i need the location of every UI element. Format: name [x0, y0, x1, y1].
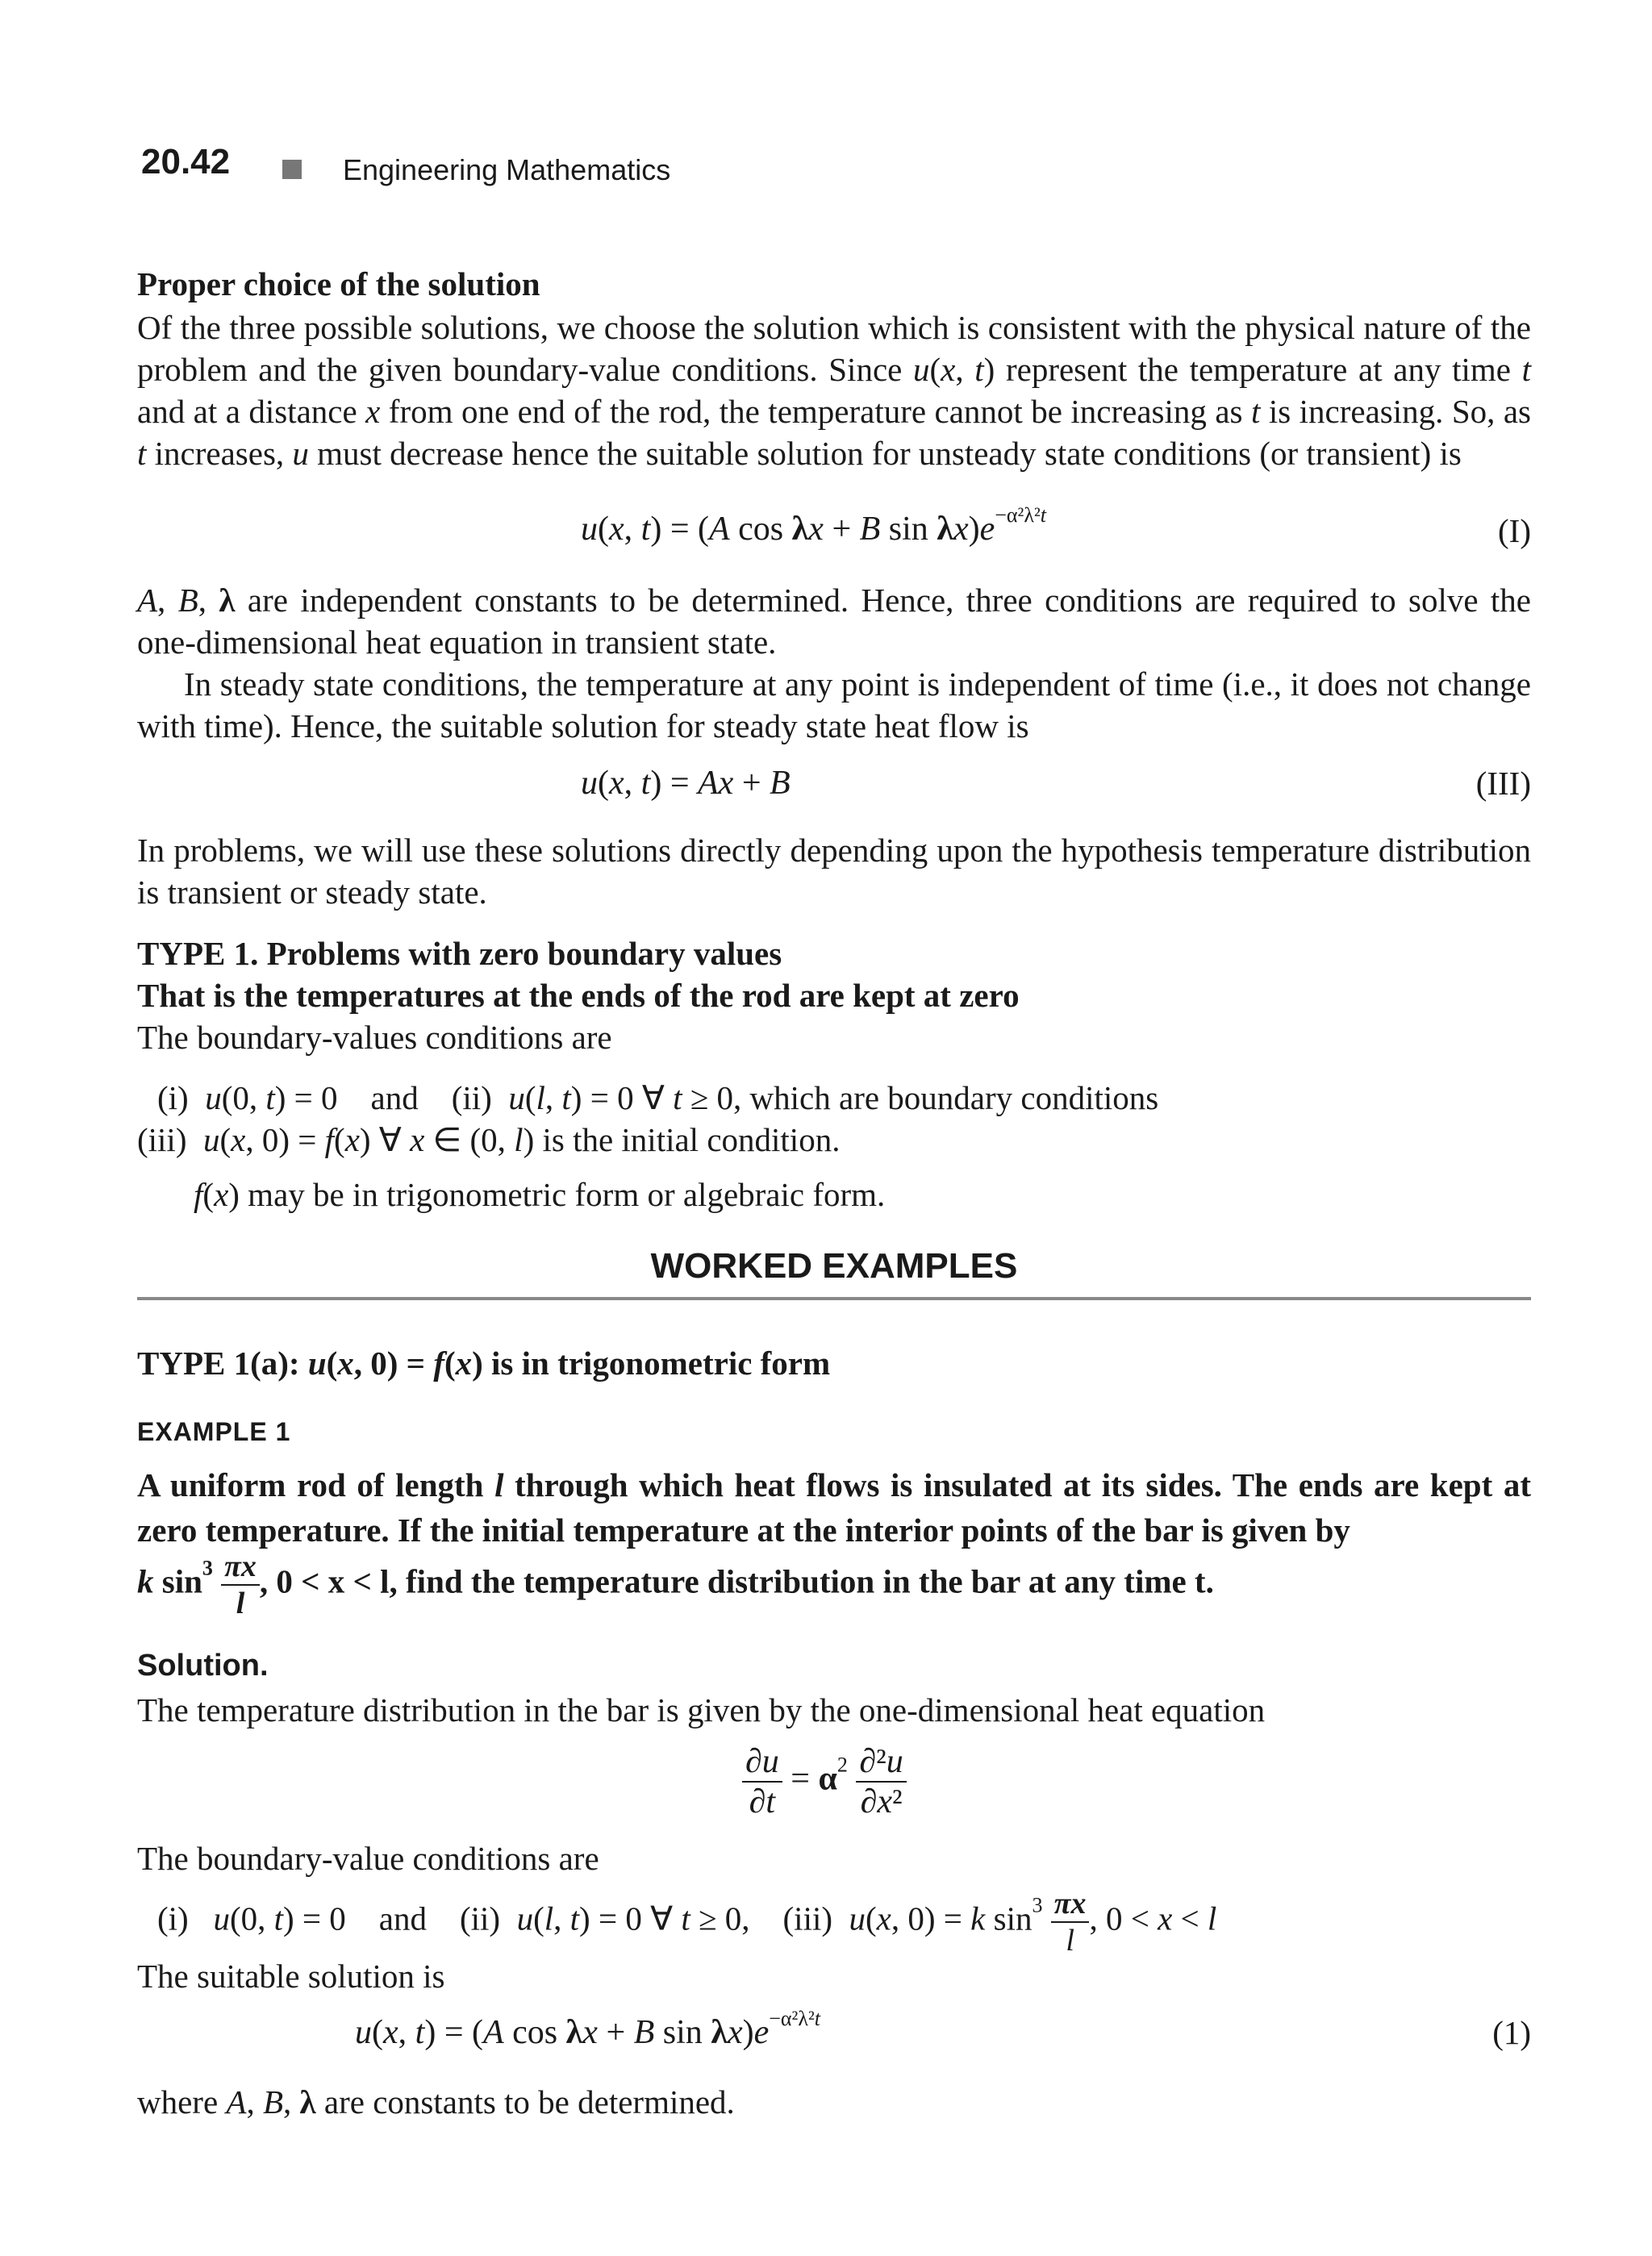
problem-statement: A uniform rod of length l through which heat flows is insulated at its sides. The ends are kept at zero temperature. If the initial temperature at the interior points of the bar is given by — [137, 1466, 1531, 1549]
form-note-tail: may be in trigonometric form or algebraic form. — [239, 1176, 886, 1213]
paragraph-3: In steady state conditions, the temperature at any point is independent of time (i.e., it does not change with time). Hence, the suitable solution for steady state heat flow is — [137, 665, 1531, 744]
book-title: Engineering Mathematics — [343, 153, 671, 186]
equation-label-1: (1) — [1492, 2014, 1531, 2051]
solution-line-4-tail: are constants to be determined. — [315, 2083, 735, 2120]
paragraph-4: In problems, we will use these solutions directly depending upon the hypothesis temperature distribution is transient or steady state. — [137, 832, 1531, 911]
worked-examples-title: WORKED EXAMPLES — [650, 1246, 1018, 1286]
solution-line-3: The suitable solution is — [137, 1958, 445, 1995]
header-square-icon — [282, 160, 302, 179]
solution-conditions: (i) u(0, t) = 0 and (ii) u(l, t) = 0 ∀ t ≥ 0, (iii) u(x, 0) = k $\sin^3$ $\frac{\pi x}{l}$ , 0 < x < l — [157, 1887, 1217, 1958]
heat-equation: $\frac{\partial u}{\partial t}$ = $\alpha^2$ $\frac{\text{∂²u}}{\text{∂x²}}$ — [742, 1742, 907, 1821]
initial-condition-line: (iii) u(x, 0) = f(x) ∀ x ∈ (0, l) is the initial condition. — [137, 1121, 841, 1158]
boundary-conditions-tail: , which are boundary conditions — [733, 1079, 1159, 1116]
equation-label-I: (I) — [1498, 512, 1531, 549]
equation-1: u(x, t) = (A cos λx + B $\sin \lambda x)e^{-\alpha^2\lambda^2t}$ — [355, 2007, 820, 2051]
paragraph-1: Of the three possible solutions, we choose the solution which is consistent with the physical nature of the problem and the given boundary-value conditions. Since u(x, t) represent the temperature at any time t and at a distance x from one end of the rod, the temperature cannot be increasing as t is increasing. So, as t increases, u must decrease hence the suitable solution for unsteady state conditions (or transient) is — [137, 309, 1532, 472]
example-label: EXAMPLE 1 — [137, 1417, 291, 1446]
equation-transient: u(x, t) = (A cos λx + B $\sin \lambda x)e^{-\alpha^2\lambda^2t}$ — [581, 503, 1046, 548]
initial-condition-tail: is the initial condition. — [534, 1121, 841, 1158]
type1a-heading-tail: is in trigonometric form — [482, 1345, 831, 1382]
problem-tail: , 0 < x < l, find the temperature distribution in the bar at any time t. — [259, 1562, 1214, 1600]
solution-line-2: The boundary-value conditions are — [137, 1840, 599, 1877]
boundary-conditions-line: (i) u(0, t) = 0 and (ii) u(l, t) = 0 ∀ t ≥ 0, which are boundary conditions — [157, 1079, 1159, 1116]
page-number: 20.42 — [141, 142, 231, 181]
solution-label: Solution. — [137, 1649, 269, 1683]
equation-label-III: (III) — [1475, 765, 1531, 802]
solution-line-4: where A, B, λ are constants to be determined. — [137, 2083, 735, 2120]
type1-subheading: That is the temperatures at the ends of the rod are kept at zero — [137, 977, 1020, 1014]
form-note: f(x) may be in trigonometric form or algebraic form. — [194, 1176, 886, 1213]
divider — [137, 1297, 1531, 1300]
type1-heading: TYPE 1. Problems with zero boundary values — [137, 935, 782, 972]
section-heading: Proper choice of the solution — [137, 265, 540, 302]
solution-line-1: The temperature distribution in the bar is given by the one-dimensional heat equation — [137, 1691, 1266, 1728]
equation-steady: u(x, t) = Ax + B — [581, 765, 791, 802]
problem-statement-line2: k $\sin^3$ $\frac{\pi x}{l}$ , 0 < x < l, find the temperature distribution in the bar at any time t. — [137, 1549, 1214, 1620]
type1-intro: The boundary-values conditions are — [137, 1019, 612, 1056]
paragraph-2: A, B, λ are independent constants to be determined. Hence, three conditions are required to solve the one-dimensional heat equation in transient state. — [137, 582, 1532, 661]
type1a-heading: TYPE 1(a): u(x, 0) = f(x) is in trigonometric form — [137, 1345, 831, 1382]
